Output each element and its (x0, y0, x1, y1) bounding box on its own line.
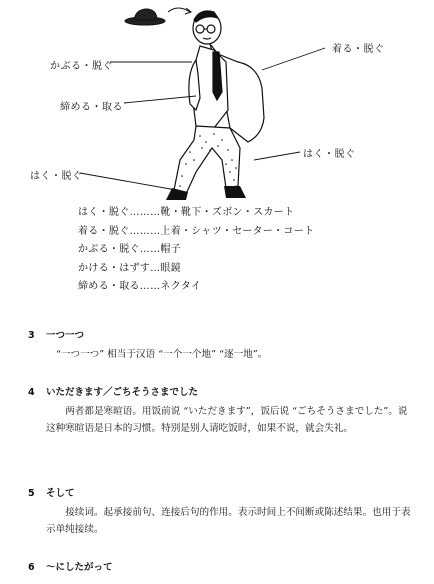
label-shimeru-toru: 締める・取る (60, 102, 123, 113)
vocab-item: はく・脱ぐ………靴・靴下・ズボン・スカート (78, 207, 295, 218)
vocab-list (78, 204, 314, 297)
vocab-item: かぶる・脱ぐ……帽子 (78, 244, 181, 255)
hat-icon (125, 9, 165, 25)
section-heading: そして (46, 488, 75, 499)
label-haku-nugu-right: はく・脱ぐ (303, 149, 356, 160)
section-number: 6 (28, 562, 35, 573)
section-4 (28, 384, 418, 437)
section-number: 3 (28, 330, 35, 341)
section-body: “一つ一つ” 相当于汉语 “一个一个地” “逐一地”。 (56, 349, 268, 360)
section-6 (28, 559, 418, 576)
vocab-item: 着る・脱ぐ………上着・シャツ・セーター・コート (78, 225, 315, 237)
section-number: 5 (28, 488, 35, 499)
section-heading: ～にしたがって (46, 562, 113, 573)
label-haku-nugu-left: はく・脱ぐ (30, 171, 83, 182)
section-body: 接续词。起承接前句、连接后句的作用。表示时间上不间断或陈述结果。也用于表示单纯接续。 (46, 507, 411, 535)
section-5 (28, 485, 418, 538)
vocab-item: 締める・取る……ネクタイ (78, 281, 202, 292)
label-kaburu-nugu: かぶる・脱ぐ (50, 61, 113, 72)
section-heading: 一つ一つ (46, 330, 85, 341)
shoe-right-icon (224, 186, 246, 198)
label-kiru-nugu: 着る・脱ぐ (332, 44, 385, 55)
section-3 (28, 327, 418, 363)
section-body: 两者都是寒暄语。用饭前说 “いただきます”，饭后说 “ごちそうさまでした”。说这种寒暄语是日本的习惯。特别是别人请吃饭时，如果不说，就会失礼。 (46, 406, 408, 434)
section-heading: いただきます／ごちそうさまでした (46, 387, 199, 398)
vocab-item: かける・はずす…眼鏡 (78, 262, 181, 274)
section-number: 4 (28, 387, 35, 398)
